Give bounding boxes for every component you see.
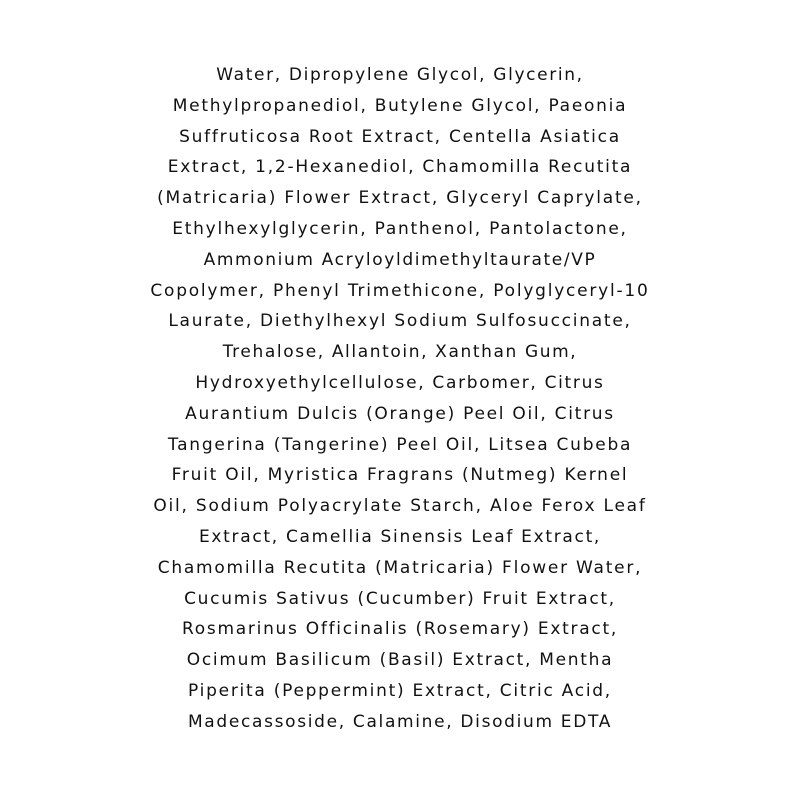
ingredient-line: Cucumis Sativus (Cucumber) Fruit Extract,: [184, 588, 616, 609]
ingredient-line: Ocimum Basilicum (Basil) Extract, Mentha: [186, 650, 614, 671]
ingredient-line: Extract, Camellia Sinensis Leaf Extract,: [198, 526, 602, 547]
ingredient-line: Madecassoside, Calamine, Disodium EDTA: [187, 711, 613, 732]
ingredient-line: Water, Dipropylene Glycol, Glycerin,: [216, 65, 584, 85]
ingredient-line: (Matricaria) Flower Extract, Glyceryl Caprylate,: [157, 188, 643, 209]
ingredient-line: Fruit Oil, Myristica Fragrans (Nutmeg) Kernel: [171, 465, 629, 486]
ingredient-line: Laurate, Diethylhexyl Sodium Sulfosuccinate,: [168, 311, 632, 332]
ingredient-line: Extract, 1,2-Hexanediol, Chamomilla Recutita: [167, 157, 633, 178]
ingredient-line: Piperita (Peppermint) Extract, Citric Acid,: [188, 680, 612, 701]
ingredient-line: Suffruticosa Root Extract, Centella Asiatica: [179, 126, 621, 147]
ingredient-line: Trehalose, Allantoin, Xanthan Gum,: [222, 342, 578, 363]
ingredient-line: Aurantium Dulcis (Orange) Peel Oil, Citrus: [185, 403, 615, 424]
ingredient-line: Hydroxyethylcellulose, Carbomer, Citrus: [195, 372, 605, 393]
ingredient-line: Oil, Sodium Polyacrylate Starch, Aloe Ferox Leaf: [153, 496, 647, 517]
ingredient-line: Ammonium Acryloyldimethyltaurate/VP: [203, 249, 597, 270]
ingredient-line: Rosmarinus Officinalis (Rosemary) Extract,: [182, 619, 618, 640]
ingredient-list: [0, 60, 800, 738]
ingredient-line: Methylpropanediol, Butylene Glycol, Paeonia: [172, 95, 628, 116]
ingredient-line: Chamomilla Recutita (Matricaria) Flower Water,: [157, 557, 643, 578]
ingredient-line: Tangerina (Tangerine) Peel Oil, Litsea Cubeba: [167, 434, 633, 455]
ingredient-line: Ethylhexylglycerin, Panthenol, Pantolactone,: [172, 218, 628, 239]
ingredient-line: Copolymer, Phenyl Trimethicone, Polyglyceryl-10: [150, 280, 650, 301]
